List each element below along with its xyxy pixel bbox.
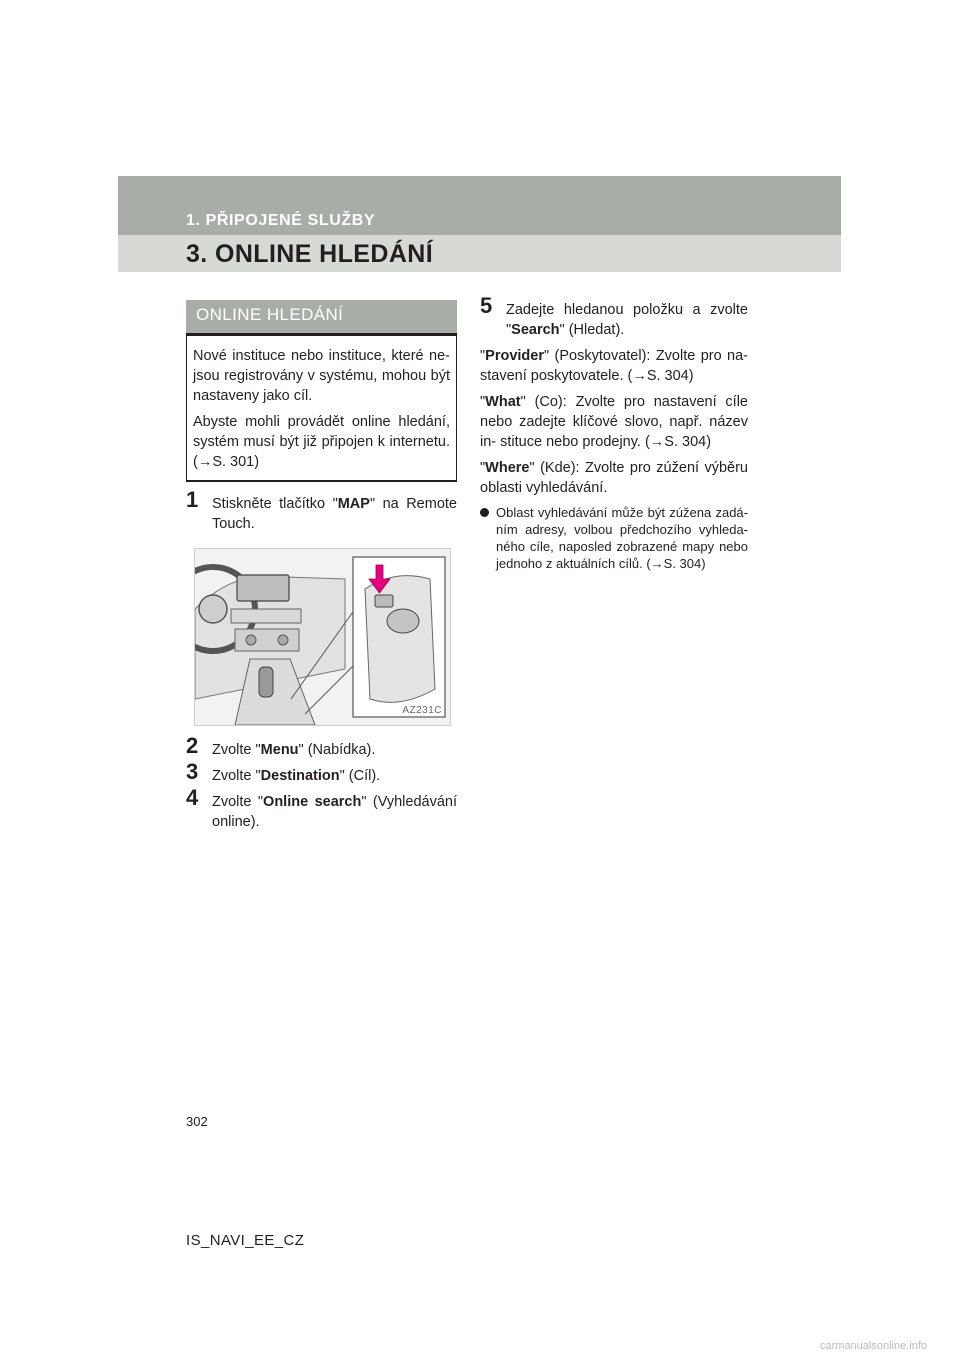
step-keyword: Search [511, 322, 560, 338]
step-text: " (Vyhledávání online). [212, 794, 457, 830]
option-text: " (Poskytovatel): Zvolte pro na- stavení poskytovatele. (→S. 304) [480, 348, 748, 384]
option-keyword: Where [485, 460, 530, 476]
option-text: " (Kde): Zvolte pro zúžení výběru oblasti vyhledávání. [480, 460, 748, 496]
step-keyword: Online search [263, 794, 362, 810]
page-title: 3. ONLINE HLEDÁNÍ [186, 240, 434, 268]
document-code: IS_NAVI_EE_CZ [186, 1232, 305, 1249]
step-text: " na Remote Touch. [212, 496, 457, 532]
option-what: "What" (Co): Zvolte pro nastavení cíle nebo zadejte klíčové slovo, např. název in- stituce nebo prodejny. (→S. 304) [480, 394, 748, 450]
step-keyword: Menu [260, 742, 299, 758]
step-text: " (Cíl). [339, 768, 381, 784]
step-5 [480, 293, 748, 340]
step-number: 1 [186, 487, 199, 512]
option-text: " (Co): Zvolte pro nastavení cíle nebo zadejte klíčové slovo, např. název in- stituce nebo prodejny. (→S. 304) [480, 394, 748, 450]
left-column [186, 300, 457, 838]
step-keyword: Destination [260, 768, 340, 784]
section-label: 1. PŘIPOJENÉ SLUŽBY [186, 212, 376, 229]
console-drawing [195, 549, 450, 725]
step-4 [186, 785, 457, 832]
step-number: 3 [186, 759, 199, 784]
step-text: " (Nabídka). [298, 742, 376, 758]
header-band [118, 176, 841, 272]
info-paragraph: Abyste mohli provádět online hledání, systém musí být již připojen k internetu. (→S. 301) [193, 414, 450, 470]
step-1 [186, 487, 457, 534]
bullet-text: Oblast vyhledávání může být zúžena zadá- ním adresy, volbou předchozího vyhleda- ného cíle, naposled zobrazené mapy nebo jednoho z aktuálních cílů. (→S. 304) [496, 505, 748, 571]
info-box-body [186, 336, 457, 480]
watermark: carmanualsonline.info [820, 1340, 928, 1352]
bullet-note [480, 504, 748, 572]
right-column [480, 293, 748, 572]
step-text: Stiskněte tlačítko " [212, 496, 338, 512]
figure-code: AZ231C [402, 705, 442, 716]
option-where: "Where" (Kde): Zvolte pro zúžení výběru oblasti vyhledávání. [480, 460, 748, 496]
step-number: 5 [480, 293, 493, 318]
option-keyword: What [485, 394, 521, 410]
step-3 [186, 759, 457, 786]
info-box-heading: ONLINE HLEDÁNÍ [186, 300, 457, 336]
info-paragraph: Nové instituce nebo instituce, které ne- jsou registrovány v systému, mohou být nastaveny jako cíl. [193, 348, 450, 404]
step-text: Zvolte " [212, 794, 264, 810]
bullet-icon [480, 508, 489, 517]
info-box [186, 300, 457, 482]
page-number: 302 [186, 1114, 208, 1129]
step-keyword: MAP [337, 496, 370, 512]
option-keyword: Provider [485, 348, 544, 364]
center-console-illustration [194, 548, 451, 726]
step-text: Zvolte " [212, 742, 261, 758]
step-text: Zvolte " [212, 768, 261, 784]
step-text: " (Hledat). [559, 322, 625, 338]
step-number: 2 [186, 733, 199, 758]
step-number: 4 [186, 785, 199, 810]
step-2 [186, 733, 457, 760]
step-text: Zadejte hledanou položku a zvolte " [506, 302, 748, 338]
option-provider: "Provider" (Poskytovatel): Zvolte pro na- stavení poskytovatele. (→S. 304) [480, 348, 748, 384]
